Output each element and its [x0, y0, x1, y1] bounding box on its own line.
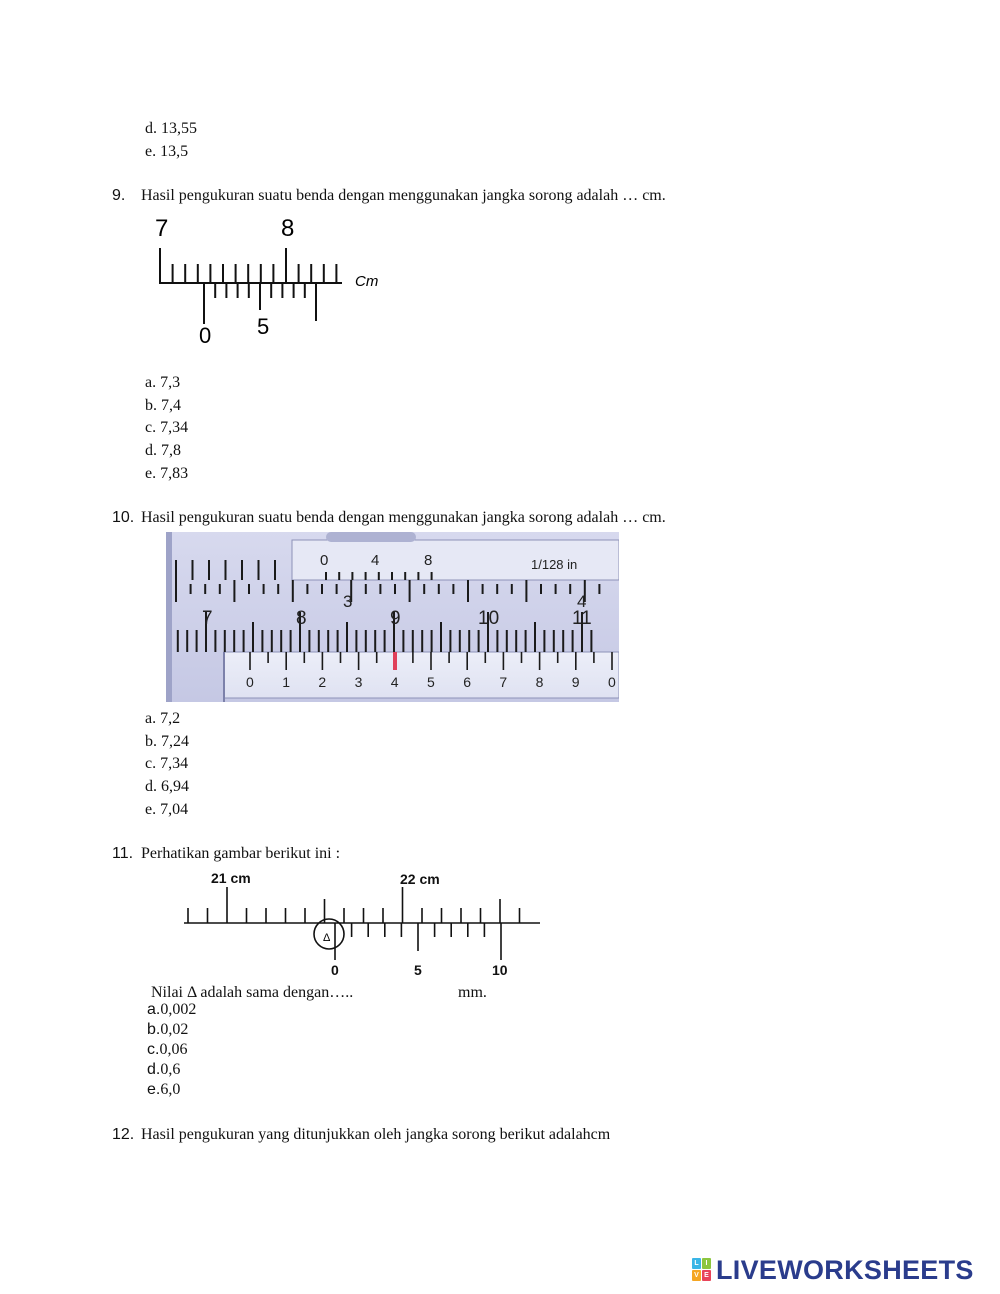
q10-option-d[interactable]: d. 6,94: [145, 778, 189, 795]
question-10-text: Hasil pengukuran suatu benda dengan menggunakan jangka sorong adalah … cm.: [141, 509, 666, 526]
q10-option-c[interactable]: c. 7,34: [145, 755, 189, 772]
q11-delta-symbol: Δ: [323, 932, 331, 944]
question-12-body: Hasil pengukuran yang ditunjukkan oleh jangka sorong berikut adalah: [141, 1126, 591, 1143]
q11-vernier-label-0: 0: [331, 962, 339, 978]
option-letter: d.: [147, 1061, 161, 1078]
q11-prompt: Nilai Δ adalah sama dengan…..: [151, 984, 354, 1001]
q10-cm-label: 11: [572, 608, 592, 629]
q11-main-label-21: 21 cm: [211, 870, 251, 886]
q11-option-b[interactable]: [147, 1021, 188, 1039]
q10-vernier-label: 0: [608, 674, 616, 690]
q9-main-label-7: 7: [155, 215, 169, 242]
q10-inch-vernier-4: 4: [371, 552, 380, 569]
q10-inch-vernier-0: 0: [320, 552, 329, 569]
question-9-text: Hasil pengukuran suatu benda dengan menggunakan jangka sorong adalah … cm.: [141, 187, 666, 204]
q9-option-c[interactable]: c. 7,34: [145, 419, 189, 436]
logo-cube: E: [702, 1270, 711, 1281]
q9-main-label-8: 8: [281, 215, 295, 242]
option-e[interactable]: e. 13,5: [145, 143, 189, 160]
q9-vernier-figure: [140, 212, 400, 352]
option-value: 0,6: [160, 1061, 181, 1078]
q11-vernier-label-5: 5: [414, 962, 422, 978]
q10-vernier-label: 4: [390, 674, 399, 690]
q11-main-scale-ticks: [188, 887, 520, 923]
logo-cube: V: [692, 1270, 701, 1281]
option-value: 0,06: [159, 1041, 188, 1058]
q9-unit-label: Cm: [355, 273, 379, 290]
q10-inch-unit: 1/128 in: [531, 557, 578, 572]
question-11-text: Perhatikan gambar berikut ini :: [141, 845, 341, 862]
q10-vernier-label: 2: [318, 674, 327, 690]
q11-prompt-unit: mm.: [458, 984, 487, 1001]
q10-inch-vernier-8: 8: [424, 552, 433, 569]
q10-vernier-label: 7: [499, 674, 508, 690]
option-letter: e.: [147, 1081, 161, 1098]
q9-option-e[interactable]: e. 7,83: [145, 465, 189, 482]
question-11-number: 11.: [112, 845, 134, 862]
q10-cm-label: 10: [478, 608, 500, 629]
q10-inch-label-3: 3: [343, 592, 353, 611]
q10-vernier-label: 6: [463, 674, 471, 690]
q9-option-b[interactable]: b. 7,4: [145, 397, 181, 414]
logo-wordmark: LIVEWORKSHEETS: [716, 1254, 974, 1285]
option-d[interactable]: d. 13,55: [145, 120, 197, 137]
q10-option-b[interactable]: b. 7,24: [145, 733, 189, 750]
option-value: 0,02: [160, 1021, 189, 1038]
q11-option-d[interactable]: [147, 1061, 180, 1079]
q11-vernier-ticks: [335, 923, 501, 960]
q10-option-a[interactable]: a. 7,2: [145, 710, 181, 727]
q9-option-a[interactable]: a. 7,3: [145, 374, 181, 391]
logo-cube: I: [702, 1258, 711, 1269]
q11-option-a[interactable]: [147, 1001, 196, 1019]
q9-option-d[interactable]: d. 7,8: [145, 442, 181, 459]
q10-vernier-label: 9: [571, 674, 580, 690]
q9-main-scale-ticks: [173, 248, 337, 283]
q10-vernier-highlight: [393, 652, 397, 670]
q11-main-label-22: 22 cm: [400, 871, 440, 887]
option-value: 0,002: [160, 1001, 197, 1018]
q10-vernier-label: 5: [427, 674, 435, 690]
option-letter: a.: [147, 1001, 161, 1018]
liveworksheets-logo: [692, 1253, 974, 1287]
q10-inch-label-4: 4: [577, 592, 587, 611]
q10-cm-label: 7: [202, 608, 213, 629]
question-9-number: 9.: [112, 187, 126, 204]
q10-vernier-label: 3: [354, 674, 363, 690]
q10-vernier-label: 8: [535, 674, 544, 690]
option-letter: b.: [147, 1021, 161, 1038]
question-10-number: 10.: [112, 509, 135, 526]
q9-vernier-label-0: 0: [199, 323, 212, 348]
option-value: 6,0: [160, 1081, 181, 1098]
q11-vernier-figure: [180, 865, 550, 983]
question-12-unit: cm: [590, 1126, 611, 1143]
question-12-number: 12.: [112, 1126, 135, 1143]
q10-option-e[interactable]: e. 7,04: [145, 801, 189, 818]
q10-cm-label: 9: [390, 608, 401, 629]
q11-vernier-label-10: 10: [492, 962, 508, 978]
q11-option-e[interactable]: [147, 1081, 180, 1099]
q10-cm-label: 8: [296, 608, 307, 629]
q10-caliper-photo: [166, 532, 619, 702]
q11-option-c[interactable]: [147, 1041, 187, 1059]
question-12-text: [141, 1126, 610, 1144]
logo-cubes-icon: [692, 1258, 712, 1282]
option-letter: c.: [147, 1041, 160, 1058]
q10-vernier-label: 0: [246, 674, 254, 690]
q10-vernier-label: 1: [282, 674, 290, 690]
q9-vernier-label-5: 5: [257, 314, 270, 339]
logo-cube: L: [692, 1258, 701, 1269]
